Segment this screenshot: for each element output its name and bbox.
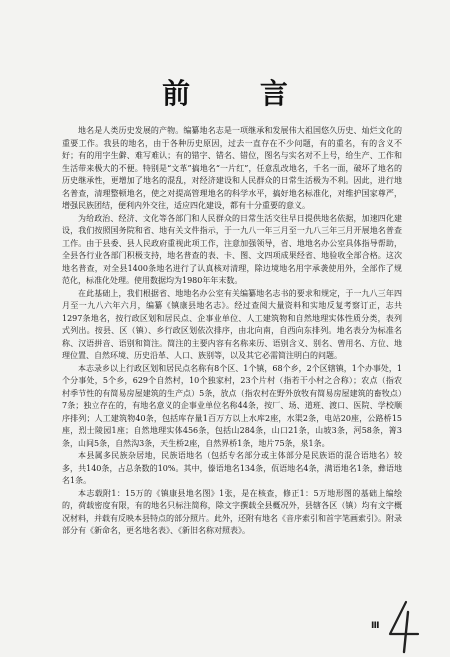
handwritten-mark-icon bbox=[384, 598, 424, 654]
page-title: 前 言 bbox=[162, 77, 318, 110]
paragraph: 本志录乡以上行政区划和居民点名称有8个区、1个镇，68个乡，2个区辖镇，1个办事处，1个分事处，5个乡，629个自然村，10个独家村，23个片村（指若干小村之合称）；农点（指农村季节性的有简易房屋建筑的生产点）5条，放点（指农村在野外放牧有简易房屋建筑的畜牧点）7条；独立存在的，有地名意义的企事业单位名称44条，按厂、场、道班、渡口、医院、学校顺序排列；人工建筑物40条，包括库存量1百万方以上水库2座，水渠2条，电站20座，公路桥15座，烈士陵园1座；自然地理实体456条，包括山284条，山口21条，山坡3条，河58条，箐3条，山间5条，自然沟3条，天生桥2座，自然界桥1条，地片75条，泉1条。 bbox=[62, 363, 402, 448]
paragraph: 本志载附1：15万的《镇康县地名图》1张，是在核查，修正1：5万地形图的基础上编绘的，荷载密度有限，有的地名只标注简称，除文字撰载全县概况外，县辖各区（镇）均有文字概况材料，并载有反映本县特点的部分照片。此外，还附有地名《音序索引和首字笔画索引》。附录部分有《新命名，更名地名表》、《新旧名称对照表》。 bbox=[62, 488, 402, 535]
paragraph: 为给政治、经济、文化等各部门和人民群众的日常生活交往早日提供地名依据，加速四化建设，我们按照国务院和省、地有关文件指示，于一九八一年三月至一九八三年三月开展地名普查工作。由于县委、县人民政府重视此项工作，注意加强领导，省、地地名办公室具体指导帮助，全县各行业各部门积极支持，地名普查的表、卡、图、文四项成果经省、地验收全部合格。这次地名普查，对全县1400条地名进行了认真核对清理，除边境地名用字承袭使用外，全部作了规范化，标准化处理。使用数据均为1980年年末数。 bbox=[62, 213, 402, 285]
paragraph: 在此基础上，我们根据省、地地名办公室有关编纂地名志书的要求和规定，于一九八三年四月至一九八六年六月，编纂《镇康县地名志》。经过查阅大量资料和实地反复考察订正，志共1297条地名，按行政区划和居民点、企事业单位、人工建筑物和自然地理实体性质分类，表列式列出。按县、区（镇）、乡行政区划依次排序，由北向南，自西向东排列。地名表分为标准名称、汉语拼音、语别和简注。简注的主要内容有名称来历、语别含义、别名、曾用名、方位、地理位置、自然环境、历史沿革、人口、族别等，以及其它必需简注明白的问题。 bbox=[62, 288, 402, 360]
paragraph: 本县属多民族杂居地，民族语地名（包括专名部分或主体部分是民族语的混合语地名）较多，共140条，占总条数的10%。其中，傣语地名134条，佤语地名4条，满语地名1条，彝语地名1条。 bbox=[62, 451, 402, 485]
body-text bbox=[62, 125, 402, 538]
page-number: Ⅲ bbox=[371, 621, 380, 631]
paragraph: 地名是人类历史发展的产物。编纂地名志是一项继承和发展伟大祖国悠久历史、灿烂文化的重要工作。我县的地名，由于各种历史原因，过去一直存在不少问题，有的重名，有的含义不好；有的用字生僻、难写难认；有的错字、错名、错位，图名与实名对不上号，给生产、工作和生活带来极大的不便。特别是“文革”搞地名“一片红”，任意乱改地名，千名一面，破坏了地名的历史继承性，更增加了地名的混乱，对经济建设和人民群众的日常生活极为不利。因此，进行地名普查，清理整顿地名，使之对提高管理地名的科学水平，搞好地名标准化，对维护国家尊严，增强民族团结，便利内外交往，适应四化建设，都有十分重要的意义。 bbox=[62, 126, 402, 210]
